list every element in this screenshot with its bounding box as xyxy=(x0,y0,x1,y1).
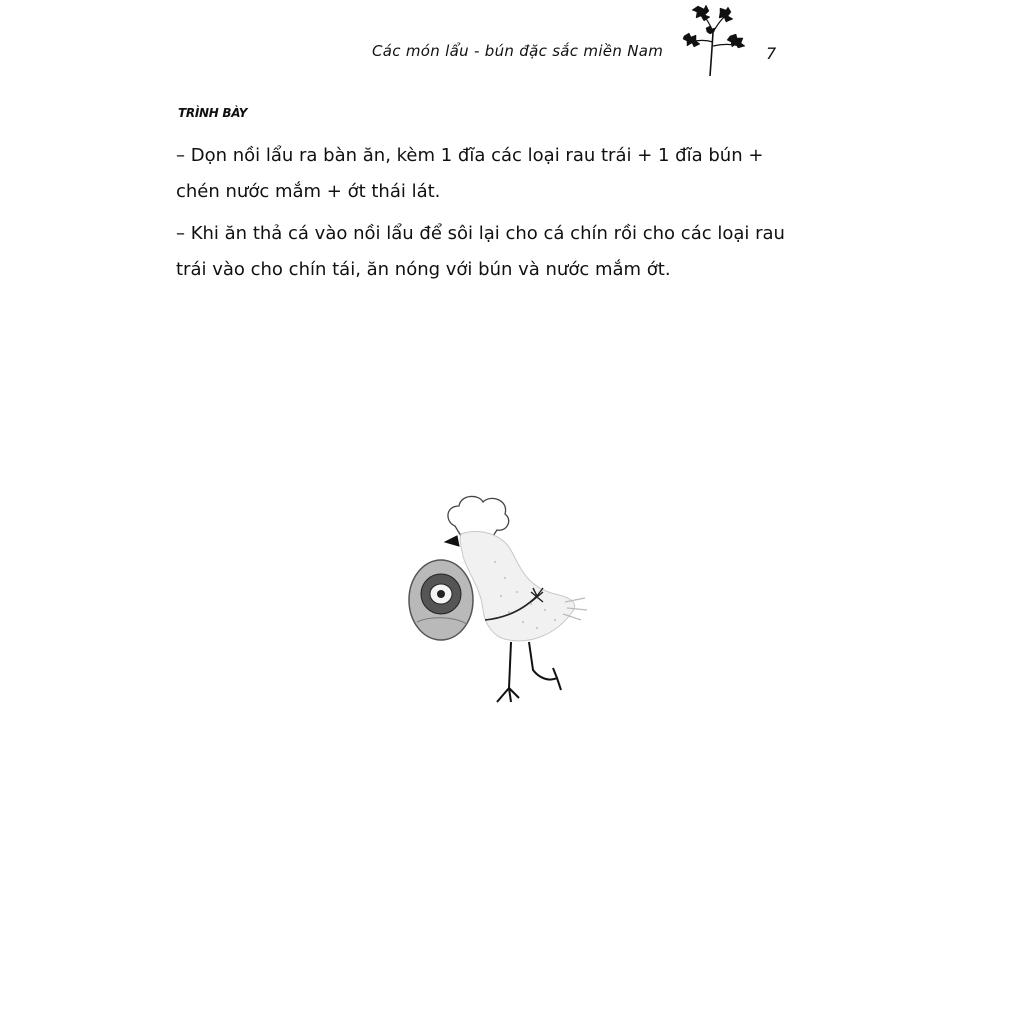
instruction-list xyxy=(176,138,796,294)
section-heading: TRÌNH BÀY xyxy=(178,106,248,120)
chef-chicken-with-plate-icon xyxy=(405,492,595,706)
instruction-item: – Khi ăn thả cá vào nồi lẩu để sôi lại cho cá chín rồi cho các loại rau trái vào cho chín tái, ăn nóng với bún và nước mắm ớt. xyxy=(176,223,785,280)
running-title: Các món lẩu - bún đặc sắc miền Nam xyxy=(372,42,664,60)
herb-sprig-icon xyxy=(680,2,748,78)
page-number: 7 xyxy=(766,44,777,63)
instruction-item: – Dọn nồi lẩu ra bàn ăn, kèm 1 đĩa các loại rau trái + 1 đĩa bún + chén nước mắm + ớt thái lát. xyxy=(176,145,764,202)
